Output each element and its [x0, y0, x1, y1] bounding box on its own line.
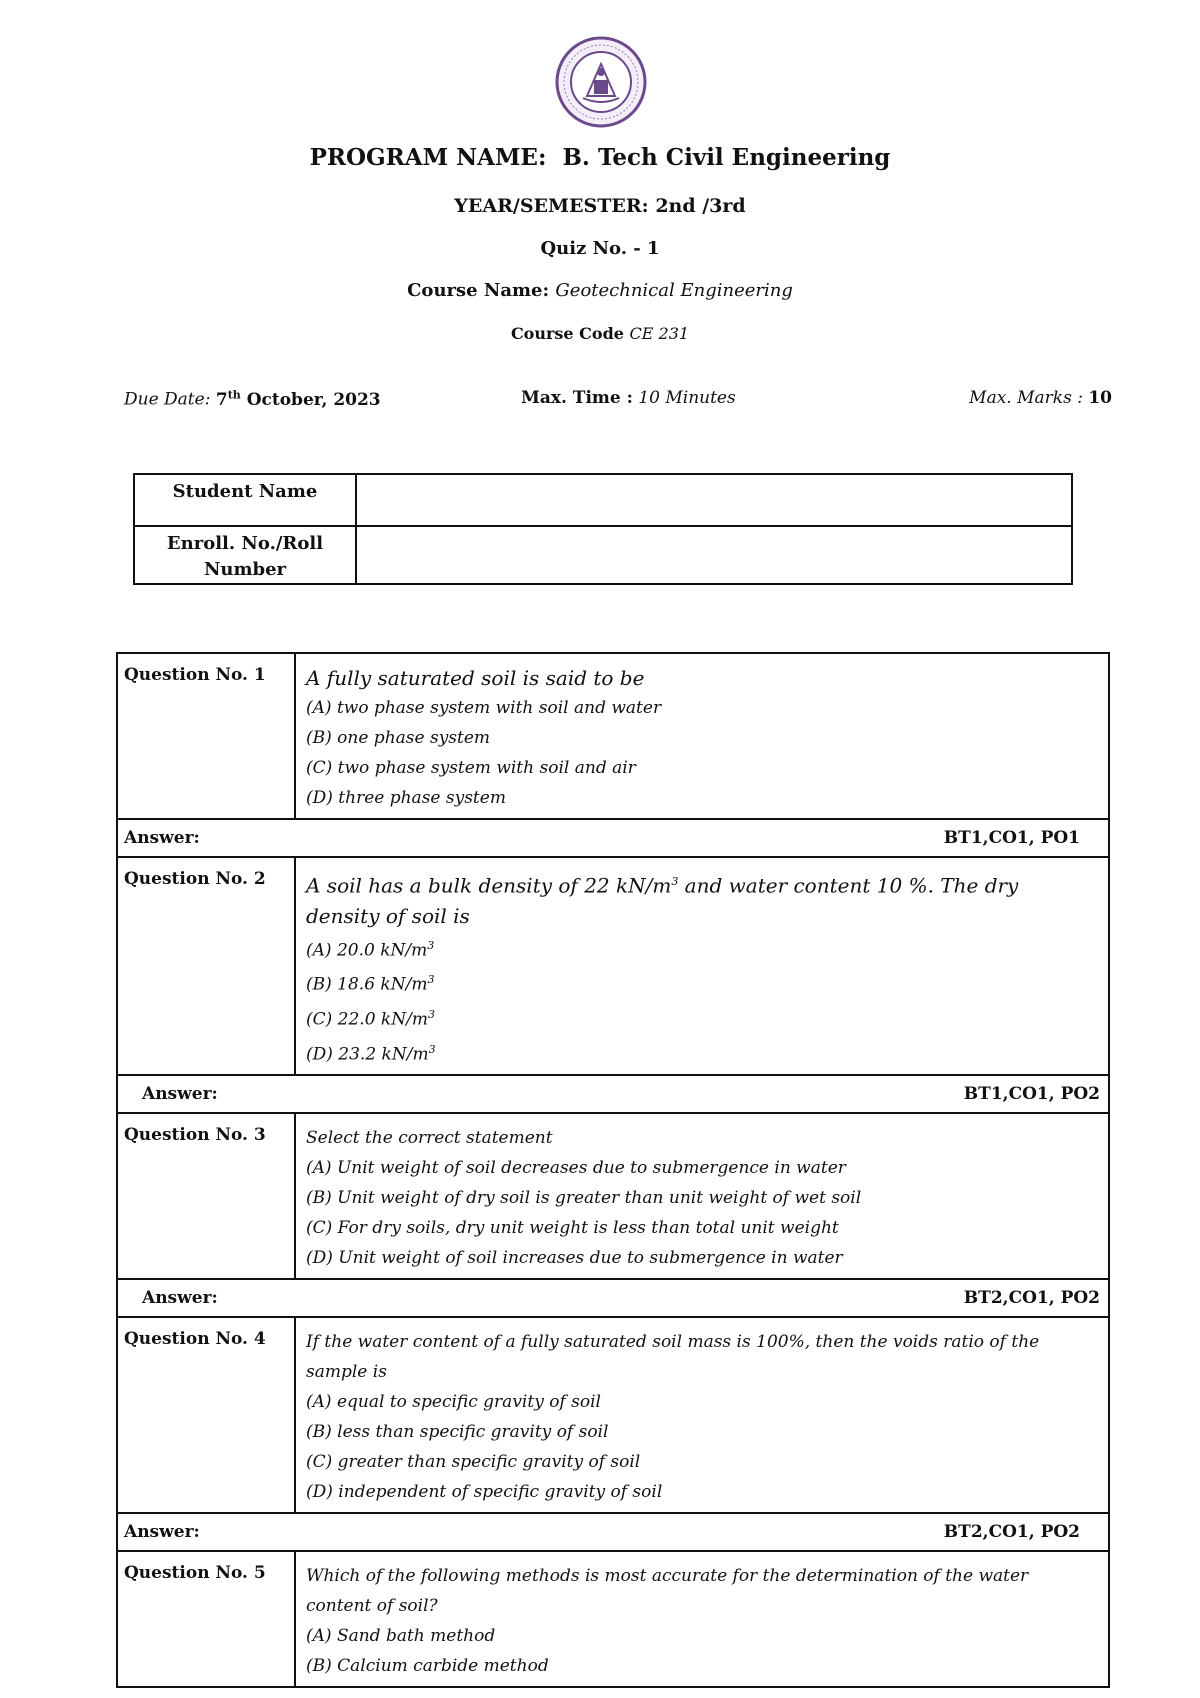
outcome-code: BT1,CO1, PO2	[963, 1084, 1100, 1105]
student-info-table	[133, 473, 1073, 585]
max-marks: Max. Marks : 10	[969, 388, 1112, 408]
answer-label: Answer:	[142, 1084, 218, 1105]
university-logo	[553, 36, 649, 128]
question-label: Question No. 2	[117, 857, 295, 1075]
question-body	[295, 1113, 1109, 1279]
option: (C) greater than specific gravity of soil	[306, 1452, 641, 1473]
question-label: Question No. 1	[117, 653, 295, 819]
option: (B) less than specific gravity of soil	[306, 1422, 609, 1443]
program-name: PROGRAM NAME: B. Tech Civil Engineering	[309, 144, 891, 171]
question-label: Question No. 4	[117, 1317, 295, 1513]
option: (D) three phase system	[306, 788, 506, 808]
question-label: Question No. 3	[117, 1113, 295, 1279]
option: (A) Sand bath method	[306, 1626, 496, 1647]
answer-row	[117, 1513, 1109, 1551]
question-text: If the water content of a fully saturated soil mass is 100%, then the voids ratio of the sample is	[306, 1332, 1040, 1383]
question-body	[295, 1317, 1109, 1513]
max-time: Max. Time : 10 Minutes	[521, 388, 736, 408]
option: (C) For dry soils, dry unit weight is less than total unit weight	[306, 1218, 839, 1239]
student-name-label: Student Name	[134, 474, 356, 526]
enroll-number-label: Enroll. No./Roll Number	[134, 526, 356, 584]
answer-label: Answer:	[124, 828, 200, 848]
question-body	[295, 1551, 1109, 1687]
option: (B) one phase system	[306, 728, 491, 748]
year-semester: YEAR/SEMESTER: 2nd /3rd	[454, 195, 746, 217]
question-body	[295, 653, 1109, 819]
answer-row	[117, 819, 1109, 857]
option: (A) 20.0 $kN/m^3$	[306, 938, 435, 961]
option: (B) Unit weight of dry soil is greater than unit weight of wet soil	[306, 1188, 862, 1209]
due-date: Due Date: 7th October, 2023	[124, 388, 381, 410]
outcome-code: BT2,CO1, PO2	[943, 1522, 1080, 1543]
option: (C) two phase system with soil and air	[306, 758, 636, 778]
option: (C) 22.0 $kN/m^3$	[306, 1007, 435, 1030]
question-text: Which of the following methods is most accurate for the determination of the water content of soil?	[306, 1566, 1029, 1617]
option: (A) two phase system with soil and water	[306, 698, 662, 718]
option: (D) independent of specific gravity of soil	[306, 1482, 663, 1503]
student-name-field[interactable]	[356, 474, 1072, 526]
outcome-code: BT2,CO1, PO2	[963, 1288, 1100, 1309]
questions-table	[116, 652, 1110, 1688]
outcome-code: BT1,CO1, PO1	[943, 828, 1080, 848]
question-text: A fully saturated soil is said to be	[306, 666, 645, 690]
option: (A) Unit weight of soil decreases due to submergence in water	[306, 1158, 846, 1179]
question-body	[295, 857, 1109, 1075]
option: (B) 18.6 $kN/m^3$	[306, 973, 435, 995]
question-text: Select the correct statement	[306, 1128, 553, 1149]
option: (D) Unit weight of soil increases due to submergence in water	[306, 1248, 843, 1269]
enroll-number-field[interactable]	[356, 526, 1072, 584]
quiz-number: Quiz No. - 1	[540, 238, 660, 259]
answer-row	[117, 1279, 1109, 1317]
option: (A) equal to specific gravity of soil	[306, 1392, 601, 1413]
option: (D) 23.2 $kN/m^3$	[306, 1042, 436, 1065]
course-code: Course Code CE 231	[510, 324, 690, 343]
question-text: A soil has a bulk density of 22 $kN/m^3$ and water content 10 %. The dry density of soil is	[306, 873, 1019, 928]
answer-label: Answer:	[124, 1522, 200, 1543]
answer-row	[117, 1075, 1109, 1113]
question-label: Question No. 5	[117, 1551, 295, 1687]
option: (B) Calcium carbide method	[306, 1656, 549, 1677]
answer-label: Answer:	[142, 1288, 218, 1309]
course-name: Course Name: Geotechnical Engineering	[407, 280, 793, 301]
